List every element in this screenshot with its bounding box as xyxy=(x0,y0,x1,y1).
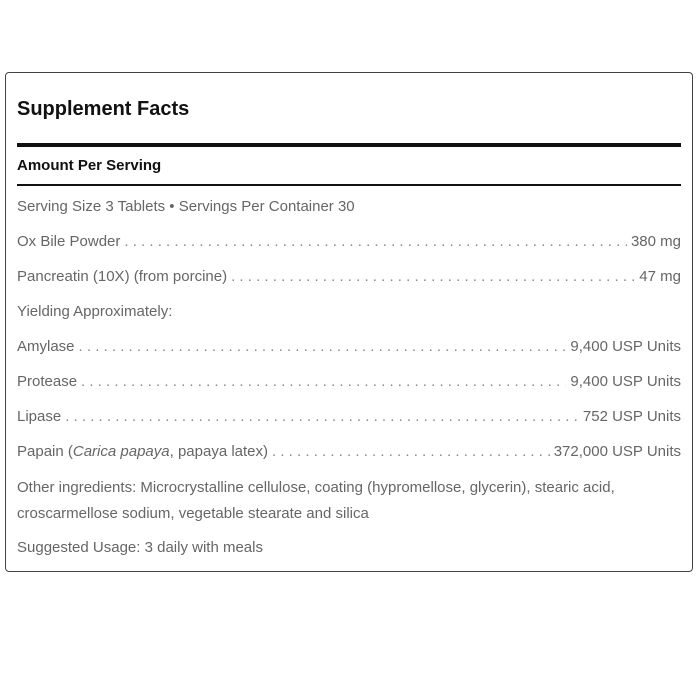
amount-per-serving-heading: Amount Per Serving xyxy=(17,157,162,174)
suggested-usage: Suggested Usage: 3 daily with meals xyxy=(17,539,263,556)
other-ingredients: Other ingredients: Microcrystalline cellulose, coating (hypromellose, glycerin), stearic acid, croscarmellose sodium, vegetable stearate and silica xyxy=(17,479,615,522)
thick-divider xyxy=(17,143,681,147)
dot-leader xyxy=(65,407,579,427)
dot-leader xyxy=(81,372,566,392)
ingredient-name-species: Carica papaya xyxy=(72,443,170,460)
ingredient-amount: 47 mg xyxy=(639,268,681,285)
ingredient-name: Lipase xyxy=(17,408,62,425)
dot-leader xyxy=(231,267,635,287)
serving-info: Serving Size 3 Tablets • Servings Per Container 30 xyxy=(17,198,355,215)
supplement-facts-panel xyxy=(5,72,693,572)
yielding-heading: Yielding Approximately: xyxy=(17,303,173,320)
ingredient-name: Protease xyxy=(17,373,78,390)
ingredient-row-amylase xyxy=(17,337,681,357)
dot-leader xyxy=(124,232,627,252)
ingredient-row-pancreatin xyxy=(17,267,681,287)
ingredient-name: Pancreatin (10X) (from porcine) xyxy=(17,268,228,285)
ingredient-name: Ox Bile Powder xyxy=(17,233,121,250)
dot-leader xyxy=(79,337,567,357)
thin-divider xyxy=(17,184,681,186)
dot-leader xyxy=(272,442,550,462)
ingredient-amount: 9,400 USP Units xyxy=(570,373,681,390)
ingredient-amount: 752 USP Units xyxy=(582,408,681,425)
ingredient-row-protease xyxy=(17,372,681,392)
label-title: Supplement Facts xyxy=(17,98,190,120)
ingredient-amount: 9,400 USP Units xyxy=(570,338,681,355)
ingredient-row-ox-bile xyxy=(17,232,681,252)
ingredient-name xyxy=(17,442,268,462)
ingredient-name-prefix: Papain ( xyxy=(17,443,73,460)
ingredient-row-papain xyxy=(17,442,681,462)
ingredient-row-lipase xyxy=(17,407,681,427)
ingredient-amount: 372,000 USP Units xyxy=(553,443,681,460)
ingredient-name-suffix: , papaya latex) xyxy=(169,443,269,460)
ingredient-name: Amylase xyxy=(17,338,75,355)
ingredient-amount: 380 mg xyxy=(630,233,681,250)
